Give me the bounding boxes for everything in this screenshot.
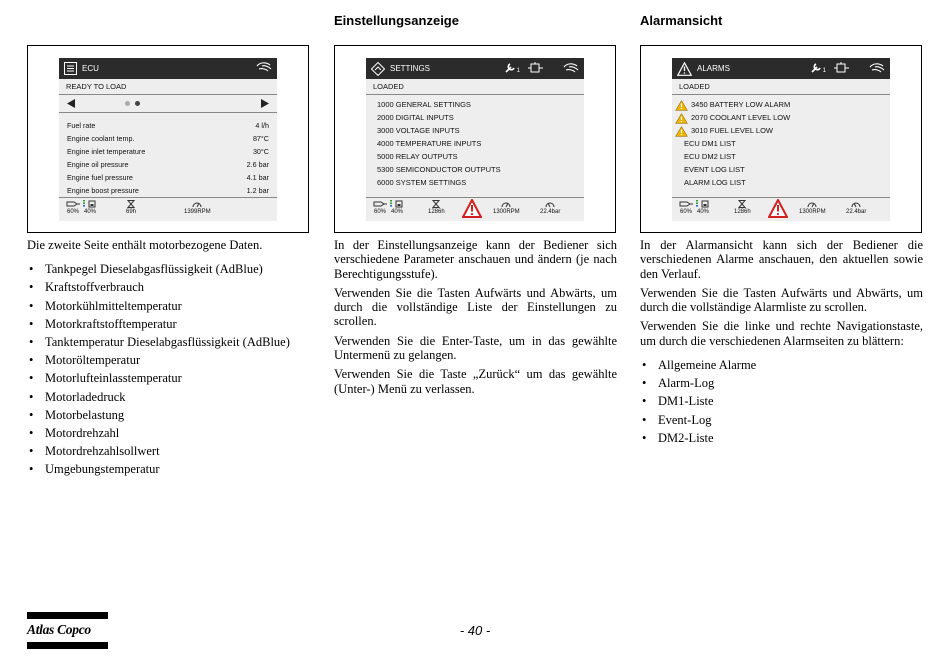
bullet-item: • Allgemeine Alarme xyxy=(640,356,923,374)
ecu-page-nav xyxy=(59,95,277,113)
fuel-level-icon xyxy=(696,200,710,208)
row-label: Engine inlet temperature xyxy=(67,147,146,156)
bullet-item: • Motorkraftstofftemperatur xyxy=(27,315,310,333)
back-hand-icon[interactable] xyxy=(256,61,272,73)
yellow-warning-icon xyxy=(675,100,688,111)
settings-title: SETTINGS xyxy=(390,64,431,73)
alarm-pages-list xyxy=(640,356,923,447)
pressure-value: 22.4bar xyxy=(846,209,867,215)
atlas-copco-logo xyxy=(27,612,108,649)
paragraph: In der Alarmansicht kann sich der Bediener die verschiedenen Alarme anschauen, den aktuellen sowie den Verlauf. xyxy=(640,238,923,281)
load-value: 60% xyxy=(66,209,79,215)
settings-menu-item[interactable]: 6000 SYSTEM SETTINGS xyxy=(377,178,467,187)
alarms-status-bar xyxy=(672,197,890,221)
rpm-indicator xyxy=(799,200,826,216)
logo-wordmark: Atlas Copco xyxy=(27,622,91,637)
settings-menu-item[interactable]: 1000 GENERAL SETTINGS xyxy=(377,100,471,109)
bullet-item: • Motorbelastung xyxy=(27,406,310,424)
bullet-item: • Event-Log xyxy=(640,411,923,429)
arrow-right-icon[interactable] xyxy=(261,99,269,108)
ecu-row xyxy=(67,171,269,184)
alarm-list-item[interactable]: ALARM LOG LIST xyxy=(684,178,746,187)
settings-heading: Einstellungsanzeige xyxy=(334,13,459,28)
alarms-screen xyxy=(672,58,890,221)
alarm-list-item[interactable]: ECU DM1 LIST xyxy=(684,139,736,148)
ecu-description xyxy=(27,238,310,479)
bullet-item: • Tanktemperatur Dieselabgasflüssigkeit (AdBlue) xyxy=(27,333,310,351)
bullet-item: • Motordrehzahlsollwert xyxy=(27,442,310,460)
wrench-icon xyxy=(504,61,517,74)
rpm-value: 1399RPM xyxy=(184,209,211,215)
fuel-value: 40% xyxy=(83,209,96,215)
gauge-icon xyxy=(192,200,202,208)
engine-icon xyxy=(528,62,543,74)
yellow-warning-icon xyxy=(675,113,688,124)
wrench-indicator xyxy=(810,61,826,74)
paragraph: Verwenden Sie die Tasten Aufwärts und Abwärts, um durch die vollständige Liste der Einstellungen zu scrollen. xyxy=(334,285,617,329)
alarm-warning-icon[interactable] xyxy=(768,199,788,218)
alarm-text: 3010 FUEL LEVEL LOW xyxy=(691,126,773,135)
alarms-figure xyxy=(640,45,922,233)
ecu-screen xyxy=(59,58,277,221)
ecu-row xyxy=(67,184,269,197)
ecu-title: ECU xyxy=(82,64,99,73)
load-indicator xyxy=(66,200,80,216)
row-value: 2.6 bar xyxy=(246,160,269,169)
gauge-icon xyxy=(807,200,817,208)
row-label: Engine coolant temp. xyxy=(67,134,135,143)
page-dot-inactive xyxy=(125,101,130,106)
back-hand-icon[interactable] xyxy=(563,62,579,74)
diamond-chevron-icon xyxy=(371,62,385,76)
alarms-status: LOADED xyxy=(672,79,890,95)
pressure-indicator xyxy=(846,200,866,216)
rpm-indicator xyxy=(493,200,520,216)
arrow-left-icon[interactable] xyxy=(67,99,75,108)
bullet-item: • Motorladedruck xyxy=(27,388,310,406)
alarms-list xyxy=(672,95,890,189)
menu-list-icon xyxy=(64,62,77,75)
bullet-item: • Motoröltemperatur xyxy=(27,351,310,369)
ecu-row xyxy=(67,158,269,171)
back-hand-icon[interactable] xyxy=(869,62,885,74)
alarm-text: 3450 BATTERY LOW ALARM xyxy=(691,100,791,109)
fuel-indicator xyxy=(83,200,97,216)
pressure-gauge-icon xyxy=(545,200,555,208)
rpm-value: 1300RPM xyxy=(493,209,520,215)
fuel-value: 40% xyxy=(390,209,403,215)
settings-screen xyxy=(366,58,584,221)
alarms-heading: Alarmansicht xyxy=(640,13,723,28)
logo-bar-bottom xyxy=(27,642,108,649)
bullet-item: • Umgebungstemperatur xyxy=(27,460,310,478)
hours-indicator xyxy=(126,200,136,216)
alarm-list-item[interactable]: EVENT LOG LIST xyxy=(684,165,745,174)
row-value: 4 l/h xyxy=(255,121,269,130)
engine-load-icon xyxy=(373,200,387,208)
settings-menu-list xyxy=(366,95,584,189)
pressure-indicator xyxy=(540,200,560,216)
row-label: Engine oil pressure xyxy=(67,160,129,169)
alarm-indicator[interactable] xyxy=(462,199,482,220)
page-number: - 40 - xyxy=(459,623,491,638)
settings-menu-item[interactable]: 4000 TEMPERATURE INPUTS xyxy=(377,139,482,148)
rpm-indicator xyxy=(184,200,211,216)
bullet-item: • DM2-Liste xyxy=(640,429,923,447)
row-label: Fuel rate xyxy=(67,121,96,130)
bullet-item: • Motordrehzahl xyxy=(27,424,310,442)
ecu-status-bar xyxy=(59,197,277,221)
bullet-item: • Tankpegel Dieselabgasflüssigkeit (AdBlue) xyxy=(27,260,310,278)
hours-value: 1286h xyxy=(428,209,445,215)
alarm-item[interactable] xyxy=(675,98,890,111)
bullet-item: • Kraftstoffverbrauch xyxy=(27,278,310,296)
alarms-description xyxy=(640,238,923,447)
ecu-figure xyxy=(27,45,309,233)
alarm-item[interactable] xyxy=(675,124,890,137)
load-value: 60% xyxy=(679,209,692,215)
hours-value: 69h xyxy=(126,209,137,215)
hourglass-icon xyxy=(738,200,746,208)
paragraph: Verwenden Sie die Enter-Taste, um in das gewählte Untermenü zu gelangen. xyxy=(334,333,617,363)
ecu-header xyxy=(59,58,277,79)
load-indicator xyxy=(679,200,693,216)
alarms-header xyxy=(672,58,890,79)
engine-load-icon xyxy=(679,200,693,208)
row-value: 4.1 bar xyxy=(246,173,269,182)
settings-figure xyxy=(334,45,616,233)
logo-bar-top xyxy=(27,612,108,619)
row-value: 1.2 bar xyxy=(246,186,269,195)
load-value: 60% xyxy=(373,209,386,215)
ecu-bullet-list xyxy=(27,260,310,478)
ecu-data-list xyxy=(59,113,277,197)
settings-menu-item[interactable]: 5300 SEMICONDUCTOR OUTPUTS xyxy=(377,165,501,174)
ecu-intro: Die zweite Seite enthält motorbezogene Daten. xyxy=(27,238,263,252)
hourglass-icon xyxy=(127,200,135,208)
page-indicator xyxy=(125,101,140,106)
yellow-warning-icon xyxy=(675,126,688,137)
page-dot-active xyxy=(135,101,140,106)
paragraph: Verwenden Sie die Tasten Aufwärts und Abwärts, um durch die vollständige Alarmliste zu scrollen. xyxy=(640,285,923,315)
alarm-warning-icon[interactable] xyxy=(462,199,482,218)
settings-description xyxy=(334,238,617,401)
settings-menu-item[interactable]: 2000 DIGITAL INPUTS xyxy=(377,113,454,122)
fuel-indicator xyxy=(390,200,404,216)
ecu-row xyxy=(67,132,269,145)
paragraph: Verwenden Sie die linke und rechte Navigationstaste, um durch die verschiedenen Alarmseiten zu blättern: xyxy=(640,319,923,348)
settings-status-bar xyxy=(366,197,584,221)
wrench-level: 1 xyxy=(516,68,520,74)
gauge-icon xyxy=(501,200,511,208)
hours-indicator xyxy=(428,200,445,216)
alarm-item[interactable] xyxy=(675,111,890,124)
settings-menu-item[interactable]: 5000 RELAY OUTPUTS xyxy=(377,152,458,161)
paragraph: Verwenden Sie die Taste „Zurück“ um das gewählte (Unter-) Menü zu verlassen. xyxy=(334,367,617,396)
ecu-row xyxy=(67,145,269,158)
ecu-status: READY TO LOAD xyxy=(59,79,277,95)
settings-status: LOADED xyxy=(366,79,584,95)
pressure-value: 22.4bar xyxy=(540,209,561,215)
fuel-level-icon xyxy=(83,200,97,208)
bullet-item: • Alarm-Log xyxy=(640,374,923,392)
settings-header xyxy=(366,58,584,79)
rpm-value: 1300RPM xyxy=(799,209,826,215)
fuel-level-icon xyxy=(390,200,404,208)
wrench-indicator xyxy=(504,61,520,74)
fuel-value: 40% xyxy=(696,209,709,215)
row-label: Engine boost pressure xyxy=(67,186,139,195)
wrench-icon xyxy=(810,61,823,74)
alarm-text: 2070 COOLANT LEVEL LOW xyxy=(691,113,791,122)
bullet-item: • Motorkühlmitteltemperatur xyxy=(27,297,310,315)
alarms-title: ALARMS xyxy=(697,64,730,73)
ecu-row xyxy=(67,119,269,132)
engine-icon xyxy=(834,62,849,74)
hourglass-icon xyxy=(432,200,440,208)
bullet-item: • Motorlufteinlasstemperatur xyxy=(27,369,310,387)
settings-menu-item[interactable]: 3000 VOLTAGE INPUTS xyxy=(377,126,460,135)
warning-triangle-icon xyxy=(677,62,692,76)
alarm-indicator[interactable] xyxy=(768,199,788,220)
bullet-item: • DM1-Liste xyxy=(640,392,923,410)
row-label: Engine fuel pressure xyxy=(67,173,133,182)
pressure-gauge-icon xyxy=(851,200,861,208)
row-value: 87°C xyxy=(252,134,269,143)
alarm-list-item[interactable]: ECU DM2 LIST xyxy=(684,152,736,161)
fuel-indicator xyxy=(696,200,710,216)
row-value: 30°C xyxy=(252,147,269,156)
engine-load-icon xyxy=(66,200,80,208)
paragraph: In der Einstellungsanzeige kann der Bediener sich verschiedene Parameter anschauen und ändern (je nach Berechtigungsstufe). xyxy=(334,238,617,281)
load-indicator xyxy=(373,200,387,216)
hours-value: 1286h xyxy=(734,209,751,215)
hours-indicator xyxy=(734,200,751,216)
wrench-level: 1 xyxy=(822,68,826,74)
